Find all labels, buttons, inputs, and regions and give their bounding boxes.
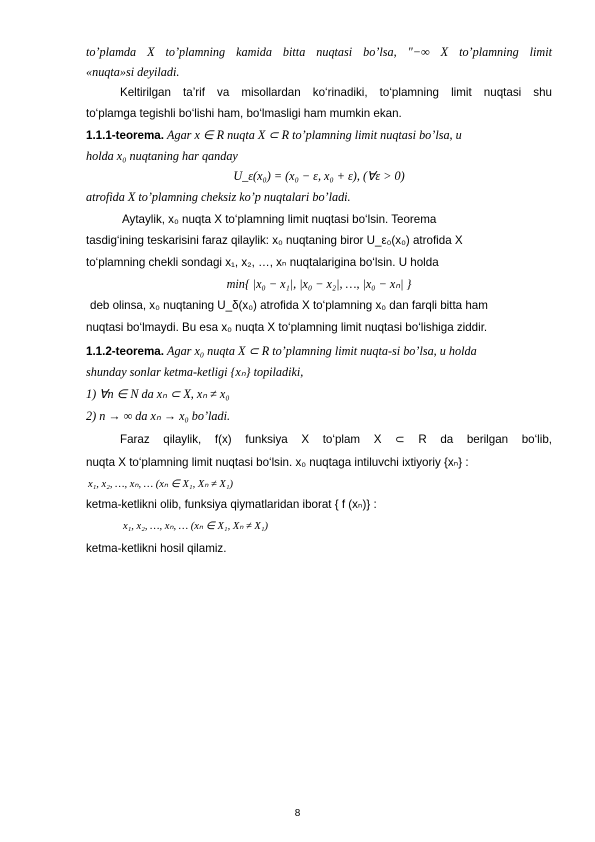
text-line: to‘plamning chekli sondagi x₁, x₂, …, xₙ nuqtalarigina bo‘lsin. U holda <box>86 256 439 269</box>
text-line: Aytaylik, x₀ nuqta X to‘plamning limit nuqtasi bo‘lsin. Teorema <box>122 213 437 226</box>
text-line: Keltirilgan ta’rif va misollardan ko‘rinadiki, to‘plamning limit nuqtasi shu <box>120 86 552 99</box>
text-line: to‘plamga tegishli bo‘lishi ham, bo‘lmasligi ham mumkin ekan. <box>86 107 402 120</box>
text-line: shunday sonlar ketma-ketligi {xₙ} topiladiki, <box>86 365 304 379</box>
theorem-text: Agar x ∈ R nuqta X ⊂ R to’plamning limit nuqtasi bo’lsa, u <box>167 128 462 142</box>
formula: U_ε(x₀) = (x₀ − ε, x₀ + ε), (∀ε > 0) <box>233 169 405 183</box>
text-line: nuqta X to‘plamning limit nuqtasi bo‘lsin. x₀ nuqtaga intiluvchi ixtiyoriy {xₙ} : <box>86 456 469 469</box>
text-line: Faraz qilaylik, f(x) funksiya X to‘plam X ⊂ R da berilgan bo‘lib, <box>120 433 552 446</box>
theorem-title: 1.1.1-teorema. <box>86 129 164 142</box>
text-line: «nuqta»si deyiladi. <box>86 65 180 79</box>
text-line: atrofida X to’plamning cheksiz ko’p nuqtalari bo’ladi. <box>86 190 351 204</box>
text-line: tasdig‘ining teskarisini faraz qilaylik: x₀ nuqtaning biror U_ε₀(x₀) atrofida X <box>86 234 463 247</box>
list-item: 2) n → ∞ da xₙ → x₀ bo’ladi. <box>86 409 231 423</box>
text-line: nuqtasi bo‘lmaydi. Bu esa x₀ nuqta X to‘plamning limit nuqtasi bo‘lishiga ziddir. <box>86 321 488 334</box>
page-number: 8 <box>294 808 301 819</box>
theorem-title: 1.1.2-teorema. <box>86 345 164 358</box>
theorem-line <box>86 343 552 360</box>
text-line: holda x₀ nuqtaning har qanday <box>86 149 238 163</box>
text-line: ketma-ketlikni hosil qilamiz. <box>86 542 227 555</box>
theorem-line <box>86 127 552 144</box>
text-line: ketma-ketlikni olib, funksiya qiymatlaridan iborat { f (xₙ)} : <box>86 498 377 511</box>
formula: x₁, x₂, …, xₙ, … (xₙ ∈ X₁, Xₙ ≠ X₁) <box>123 521 268 532</box>
list-item: 1) ∀n ∈ N da xₙ ⊂ X, xₙ ≠ x₀ <box>86 387 230 401</box>
formula: x₁, x₂, …, xₙ, … (xₙ ∈ X₁, Xₙ ≠ X₁) <box>88 479 233 490</box>
theorem-text: Agar x₀ nuqta X ⊂ R to’plamning limit nuqta-si bo’lsa, u holda <box>167 344 477 358</box>
text-line: deb olinsa, x₀ nuqtaning U_δ(x₀) atrofida X to‘plamning x₀ dan farqli bitta ham <box>90 299 488 312</box>
text-line: to’plamda X to’plamning kamida bitta nuqtasi bo’lsa, "−∞ X to’plamning limit <box>86 45 552 59</box>
formula: min{ |x₀ − x₁|, |x₀ − x₂|, …, |x₀ − xₙ| } <box>226 277 412 291</box>
